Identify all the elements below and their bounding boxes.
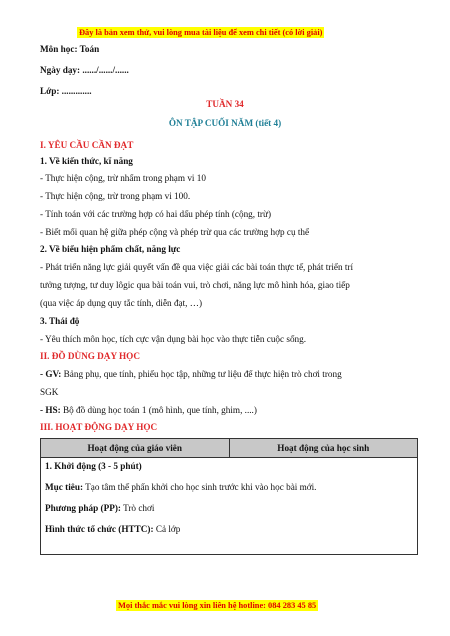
section-2-heading: II. ĐỒ DÙNG DẠY HỌC <box>40 351 140 361</box>
class-line: Lớp: ............. <box>40 86 92 96</box>
week-title: TUẦN 34 <box>206 99 244 109</box>
teacher-materials-line <box>40 368 342 380</box>
paragraph-line: tưởng tượng, tư duy lôgic qua bài toán vui, trò chơi, năng lực mô hình hóa, giao tiếp <box>40 280 350 290</box>
goal-line <box>45 481 413 493</box>
method-text: Trò chơi <box>120 503 155 513</box>
student-activity-header: Hoạt động của học sinh <box>229 439 418 458</box>
date-line: Ngày dạy: ....../....../...... <box>40 65 129 75</box>
paragraph-line: - Phát triển năng lực giải quyết vấn đề qua việc giải các bài toán thực tế, phát triển trí <box>40 262 354 272</box>
sub-heading-attitude: 3. Thái độ <box>40 316 80 326</box>
warmup-row <box>41 458 418 555</box>
form-line <box>45 523 413 535</box>
warmup-title: 1. Khởi động (3 - 5 phút) <box>45 461 142 471</box>
goal-text: Tạo tâm thế phấn khởi cho học sinh trước khi vào học bài mới. <box>83 482 317 492</box>
teacher-materials-continued: SGK <box>40 387 59 397</box>
lesson-title: ÔN TẬP CUỐI NĂM (tiết 4) <box>168 118 282 128</box>
list-item: - Tính toán với các trường hợp có hai dấu phép tính (cộng, trừ) <box>40 209 272 219</box>
goal-label: Mục tiêu: <box>45 482 84 492</box>
form-text: Cả lớp <box>153 524 181 534</box>
student-materials-text: Bộ đồ dùng học toán 1 (mô hình, que tính, ghim, ....) <box>60 405 257 415</box>
teacher-activity-header: Hoạt động của giáo viên <box>41 439 230 458</box>
subject-line: Môn học: Toán <box>40 44 100 54</box>
method-line <box>45 502 413 514</box>
list-item: - Yêu thích môn học, tích cực vận dụng bài học vào thực tiễn cuộc sống. <box>40 334 307 344</box>
section-3-heading: III. HOẠT ĐỘNG DẠY HỌC <box>40 422 158 432</box>
section-1-heading: I. YÊU CẦU CẦN ĐẠT <box>40 140 134 150</box>
student-materials-line <box>40 404 257 416</box>
list-item: - Biết mối quan hệ giữa phép cộng và phép trừ qua các trường hợp cụ thể <box>40 227 310 237</box>
teacher-label: - GV: <box>40 369 62 379</box>
activities-table <box>40 438 418 555</box>
teacher-materials-text: Bảng phụ, que tính, phiếu học tập, những tư liệu để thực hiện trò chơi trong <box>61 369 342 379</box>
paragraph-line: (qua việc áp dụng quy tắc tính, diễn đạt, …) <box>40 298 203 308</box>
hotline-banner: Mọi thắc mắc vui lòng xin liên hệ hotline: 084 283 45 85 <box>118 601 317 610</box>
method-label: Phương pháp (PP): <box>45 503 121 513</box>
preview-notice-banner: Đây là bản xem thử, vui lòng mua tài liệu để xem chi tiết (có lời giải) <box>79 28 323 37</box>
sub-heading-qualities: 2. Về biểu hiện phẩm chất, năng lực <box>40 244 181 254</box>
form-label: Hình thức tổ chức (HTTC): <box>45 524 154 534</box>
list-item: - Thực hiện cộng, trừ trong phạm vi 100. <box>40 191 191 201</box>
sub-heading-knowledge: 1. Về kiến thức, kĩ năng <box>40 156 133 166</box>
student-label: - HS: <box>40 405 61 415</box>
list-item: - Thực hiện cộng, trừ nhẩm trong phạm vi 10 <box>40 173 206 183</box>
